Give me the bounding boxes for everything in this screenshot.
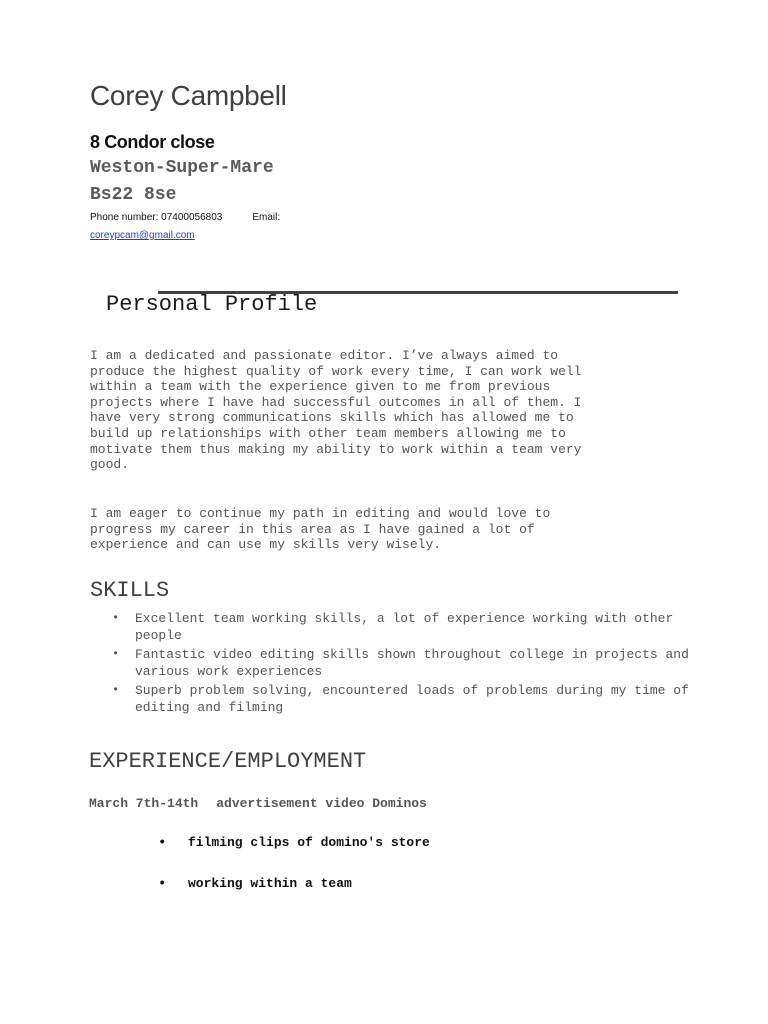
- skill-text: Superb problem solving, encountered loads of problems during my time of editing and filming: [135, 683, 689, 715]
- email-link[interactable]: coreypcam@gmail.com: [90, 230, 195, 241]
- list-item: [112, 682, 692, 716]
- bullet-icon: •: [158, 835, 167, 851]
- address-street: 8 Condor close: [90, 132, 215, 152]
- profile-paragraph: I am eager to continue my path in editing and would love to progress my career in this area as I have gained a lot of experience and can use my skills very wisely.: [90, 506, 551, 553]
- bullet-icon: •: [112, 611, 120, 625]
- profile-paragraph: I am a dedicated and passionate editor. I’ve always aimed to produce the highest quality of work every time, I can work well within a team with the experience given to me from previous projects where I have had successful outcomes in all of them. I have very strong communications skills which has allowed me to build up relationships with other team members allowing me to motivate them thus making my ability to work within a team very good.: [90, 348, 582, 473]
- list-item: [112, 610, 692, 644]
- address-postcode: Bs22 8se: [90, 185, 177, 205]
- address-town: Weston-Super-Mare: [90, 158, 274, 178]
- experience-bullet-text: filming clips of domino's store: [188, 835, 430, 850]
- bullet-icon: •: [112, 647, 120, 661]
- list-item: [158, 835, 430, 851]
- phone-number: Phone number: 07400056803: [90, 212, 223, 223]
- skill-text: Fantastic video editing skills shown throughout college in projects and various work experiences: [135, 647, 689, 679]
- list-item: [112, 646, 692, 680]
- experience-bullet-text: working within a team: [188, 876, 352, 891]
- experience-heading: EXPERIENCE/EMPLOYMENT: [89, 749, 367, 774]
- contact-line: [90, 212, 280, 223]
- skill-text: Excellent team working skills, a lot of experience working with other people: [135, 611, 674, 643]
- profile-heading: Personal Profile: [106, 292, 318, 317]
- resume-name: Corey Campbell: [90, 80, 287, 111]
- bullet-icon: •: [158, 876, 167, 892]
- experience-date: March 7th-14th: [89, 796, 199, 811]
- email-label: Email:: [252, 212, 281, 223]
- list-item: [158, 876, 352, 892]
- skills-heading: SKILLS: [90, 578, 170, 603]
- experience-title: advertisement video Dominos: [216, 796, 427, 811]
- bullet-icon: •: [112, 683, 120, 697]
- experience-entry: [89, 796, 427, 811]
- skills-list: [112, 610, 692, 718]
